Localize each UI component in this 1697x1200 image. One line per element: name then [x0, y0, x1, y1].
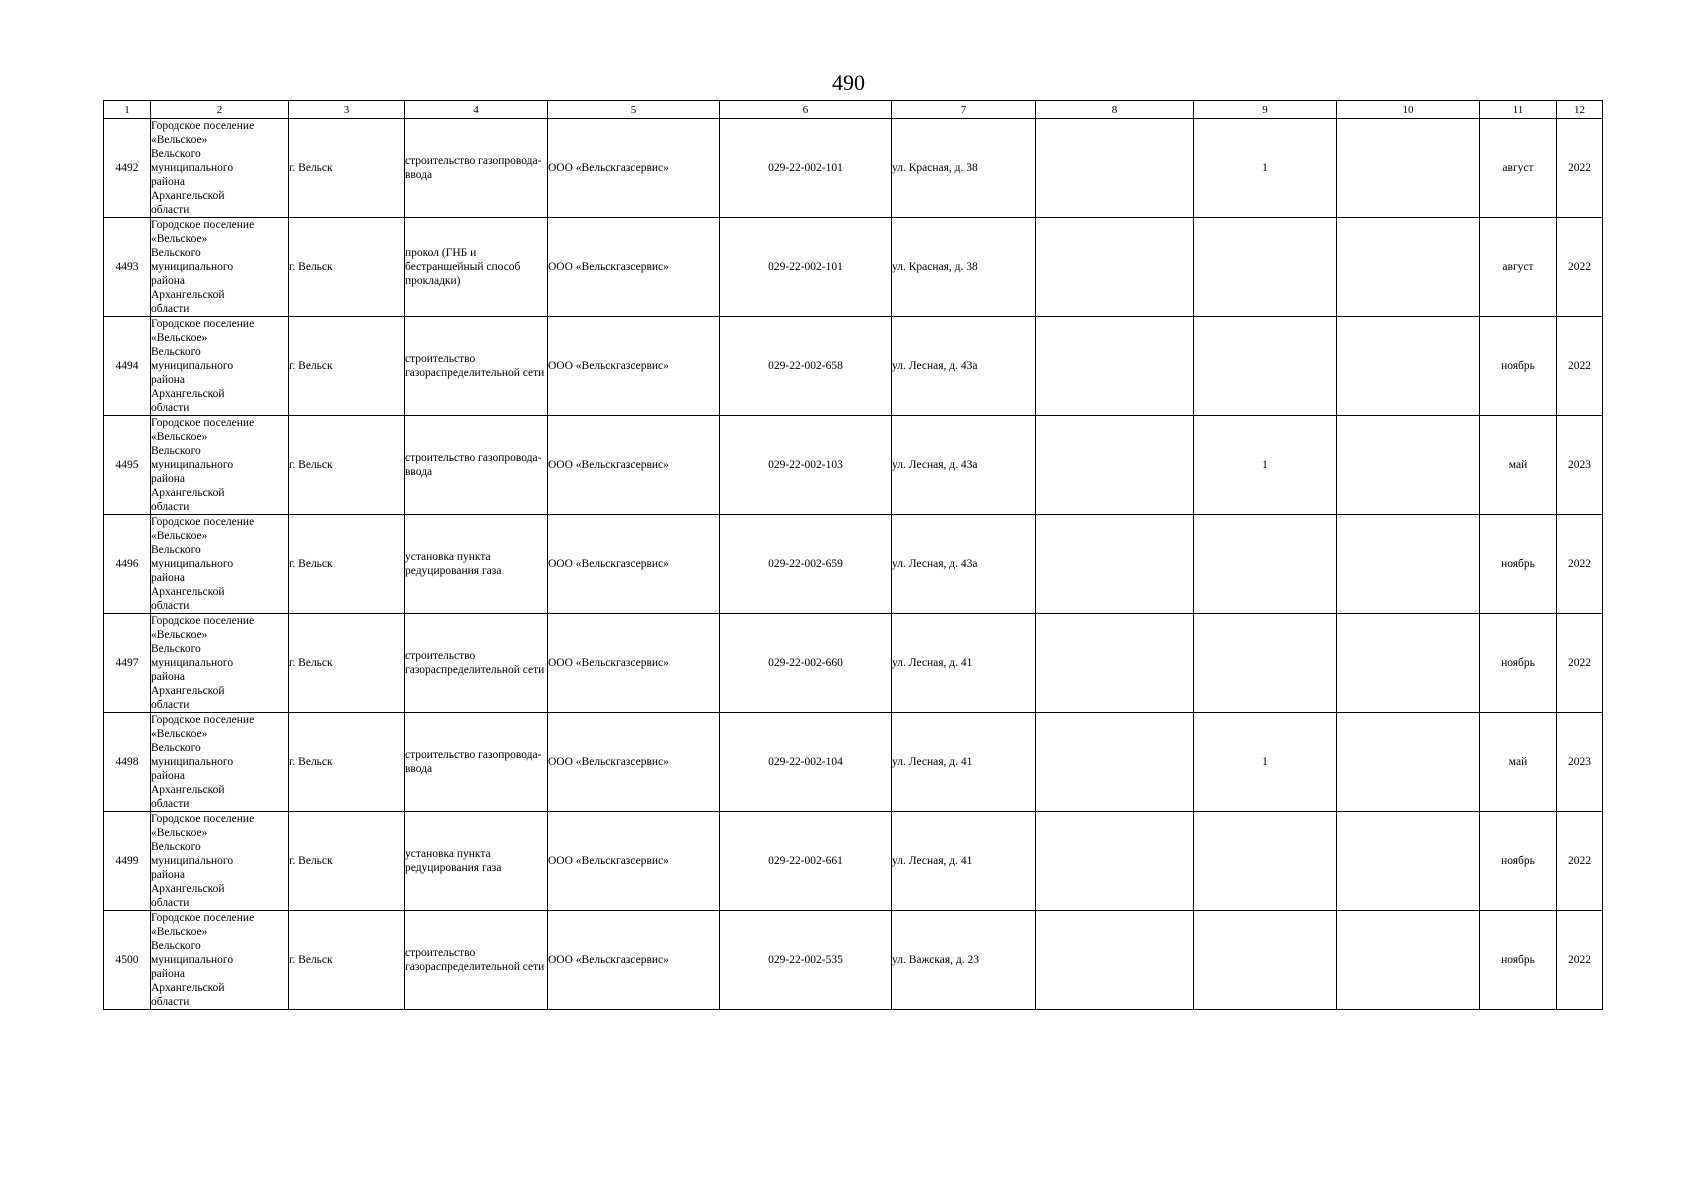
- column-8-cell: [1036, 911, 1194, 1010]
- locality-cell: г. Вельск: [289, 317, 405, 416]
- year-cell: 2022: [1557, 317, 1603, 416]
- column-10-cell: [1337, 218, 1480, 317]
- locality-cell: г. Вельск: [289, 614, 405, 713]
- settlement-cell: Городское поселение «Вельское» Вельского муниципального района Архангельской области: [151, 416, 289, 515]
- column-8-cell: [1036, 416, 1194, 515]
- settlement-cell: Городское поселение «Вельское» Вельского муниципального района Архангельской области: [151, 713, 289, 812]
- column-header: 3: [289, 101, 405, 119]
- month-cell: ноябрь: [1480, 911, 1557, 1010]
- row-number-cell: 4495: [104, 416, 151, 515]
- organization-cell: ООО «Вельскгазсервис»: [548, 119, 720, 218]
- address-cell: ул. Красная, д. 38: [892, 119, 1036, 218]
- column-10-cell: [1337, 416, 1480, 515]
- column-10-cell: [1337, 812, 1480, 911]
- column-8-cell: [1036, 812, 1194, 911]
- column-8-cell: [1036, 119, 1194, 218]
- column-header: 12: [1557, 101, 1603, 119]
- column-8-cell: [1036, 614, 1194, 713]
- table-body: [104, 119, 1603, 1010]
- address-cell: ул. Важская, д. 23: [892, 911, 1036, 1010]
- month-cell: ноябрь: [1480, 515, 1557, 614]
- work-type-cell: строительство газопровода-ввода: [405, 119, 548, 218]
- column-10-cell: [1337, 713, 1480, 812]
- year-cell: 2022: [1557, 119, 1603, 218]
- column-header: 6: [720, 101, 892, 119]
- organization-cell: ООО «Вельскгазсервис»: [548, 812, 720, 911]
- settlement-cell: Городское поселение «Вельское» Вельского муниципального района Архангельской области: [151, 119, 289, 218]
- column-header: 5: [548, 101, 720, 119]
- object-code-cell: 029-22-002-101: [720, 119, 892, 218]
- work-type-cell: строительство газораспределительной сети: [405, 911, 548, 1010]
- header-row: [104, 101, 1603, 119]
- row-number-cell: 4500: [104, 911, 151, 1010]
- column-header: 7: [892, 101, 1036, 119]
- work-type-cell: установка пункта редуцирования газа: [405, 515, 548, 614]
- address-cell: ул. Лесная, д. 43а: [892, 416, 1036, 515]
- column-9-cell: 1: [1194, 416, 1337, 515]
- table-row: [104, 911, 1603, 1010]
- column-9-cell: [1194, 911, 1337, 1010]
- column-10-cell: [1337, 119, 1480, 218]
- object-code-cell: 029-22-002-660: [720, 614, 892, 713]
- column-9-cell: [1194, 515, 1337, 614]
- column-8-cell: [1036, 515, 1194, 614]
- month-cell: ноябрь: [1480, 317, 1557, 416]
- address-cell: ул. Красная, д. 38: [892, 218, 1036, 317]
- column-8-cell: [1036, 317, 1194, 416]
- work-type-cell: строительство газораспределительной сети: [405, 317, 548, 416]
- row-number-cell: 4494: [104, 317, 151, 416]
- column-10-cell: [1337, 614, 1480, 713]
- organization-cell: ООО «Вельскгазсервис»: [548, 416, 720, 515]
- locality-cell: г. Вельск: [289, 515, 405, 614]
- settlement-cell: Городское поселение «Вельское» Вельского муниципального района Архангельской области: [151, 317, 289, 416]
- organization-cell: ООО «Вельскгазсервис»: [548, 317, 720, 416]
- work-type-cell: строительство газопровода-ввода: [405, 416, 548, 515]
- table-row: [104, 812, 1603, 911]
- month-cell: август: [1480, 218, 1557, 317]
- table-row: [104, 515, 1603, 614]
- settlement-cell: Городское поселение «Вельское» Вельского муниципального района Архангельской области: [151, 812, 289, 911]
- row-number-cell: 4499: [104, 812, 151, 911]
- column-header: 8: [1036, 101, 1194, 119]
- object-code-cell: 029-22-002-104: [720, 713, 892, 812]
- column-9-cell: 1: [1194, 119, 1337, 218]
- address-cell: ул. Лесная, д. 41: [892, 614, 1036, 713]
- column-9-cell: [1194, 317, 1337, 416]
- month-cell: ноябрь: [1480, 614, 1557, 713]
- organization-cell: ООО «Вельскгазсервис»: [548, 218, 720, 317]
- column-8-cell: [1036, 713, 1194, 812]
- address-cell: ул. Лесная, д. 43а: [892, 317, 1036, 416]
- settlement-cell: Городское поселение «Вельское» Вельского муниципального района Архангельской области: [151, 911, 289, 1010]
- column-header: 11: [1480, 101, 1557, 119]
- column-8-cell: [1036, 218, 1194, 317]
- month-cell: ноябрь: [1480, 812, 1557, 911]
- locality-cell: г. Вельск: [289, 812, 405, 911]
- column-10-cell: [1337, 515, 1480, 614]
- year-cell: 2022: [1557, 218, 1603, 317]
- column-10-cell: [1337, 317, 1480, 416]
- locality-cell: г. Вельск: [289, 119, 405, 218]
- year-cell: 2022: [1557, 614, 1603, 713]
- column-header: 9: [1194, 101, 1337, 119]
- object-code-cell: 029-22-002-103: [720, 416, 892, 515]
- year-cell: 2022: [1557, 812, 1603, 911]
- row-number-cell: 4492: [104, 119, 151, 218]
- column-header: 2: [151, 101, 289, 119]
- year-cell: 2022: [1557, 911, 1603, 1010]
- object-code-cell: 029-22-002-658: [720, 317, 892, 416]
- table-row: [104, 119, 1603, 218]
- page-number: 490: [832, 70, 865, 95]
- column-header: 4: [405, 101, 548, 119]
- settlement-cell: Городское поселение «Вельское» Вельского муниципального района Архангельской области: [151, 218, 289, 317]
- row-number-cell: 4498: [104, 713, 151, 812]
- row-number-cell: 4493: [104, 218, 151, 317]
- object-code-cell: 029-22-002-661: [720, 812, 892, 911]
- table-row: [104, 614, 1603, 713]
- table-row: [104, 713, 1603, 812]
- column-9-cell: 1: [1194, 713, 1337, 812]
- year-cell: 2022: [1557, 515, 1603, 614]
- table-header: [104, 101, 1603, 119]
- column-9-cell: [1194, 218, 1337, 317]
- address-cell: ул. Лесная, д. 43а: [892, 515, 1036, 614]
- settlement-cell: Городское поселение «Вельское» Вельского муниципального района Архангельской области: [151, 515, 289, 614]
- year-cell: 2023: [1557, 416, 1603, 515]
- register-table: [103, 100, 1603, 1010]
- column-header: 10: [1337, 101, 1480, 119]
- work-type-cell: строительство газопровода-ввода: [405, 713, 548, 812]
- month-cell: август: [1480, 119, 1557, 218]
- row-number-cell: 4496: [104, 515, 151, 614]
- locality-cell: г. Вельск: [289, 713, 405, 812]
- table-row: [104, 317, 1603, 416]
- month-cell: май: [1480, 416, 1557, 515]
- settlement-cell: Городское поселение «Вельское» Вельского муниципального района Архангельской области: [151, 614, 289, 713]
- organization-cell: ООО «Вельскгазсервис»: [548, 614, 720, 713]
- object-code-cell: 029-22-002-101: [720, 218, 892, 317]
- work-type-cell: строительство газораспределительной сети: [405, 614, 548, 713]
- organization-cell: ООО «Вельскгазсервис»: [548, 713, 720, 812]
- organization-cell: ООО «Вельскгазсервис»: [548, 515, 720, 614]
- column-9-cell: [1194, 614, 1337, 713]
- column-9-cell: [1194, 812, 1337, 911]
- year-cell: 2023: [1557, 713, 1603, 812]
- table-row: [104, 416, 1603, 515]
- month-cell: май: [1480, 713, 1557, 812]
- work-type-cell: прокол (ГНБ и бестраншейный способ прокладки): [405, 218, 548, 317]
- locality-cell: г. Вельск: [289, 911, 405, 1010]
- locality-cell: г. Вельск: [289, 218, 405, 317]
- object-code-cell: 029-22-002-659: [720, 515, 892, 614]
- address-cell: ул. Лесная, д. 41: [892, 713, 1036, 812]
- object-code-cell: 029-22-002-535: [720, 911, 892, 1010]
- column-header: 1: [104, 101, 151, 119]
- column-10-cell: [1337, 911, 1480, 1010]
- locality-cell: г. Вельск: [289, 416, 405, 515]
- address-cell: ул. Лесная, д. 41: [892, 812, 1036, 911]
- table-row: [104, 218, 1603, 317]
- organization-cell: ООО «Вельскгазсервис»: [548, 911, 720, 1010]
- row-number-cell: 4497: [104, 614, 151, 713]
- work-type-cell: установка пункта редуцирования газа: [405, 812, 548, 911]
